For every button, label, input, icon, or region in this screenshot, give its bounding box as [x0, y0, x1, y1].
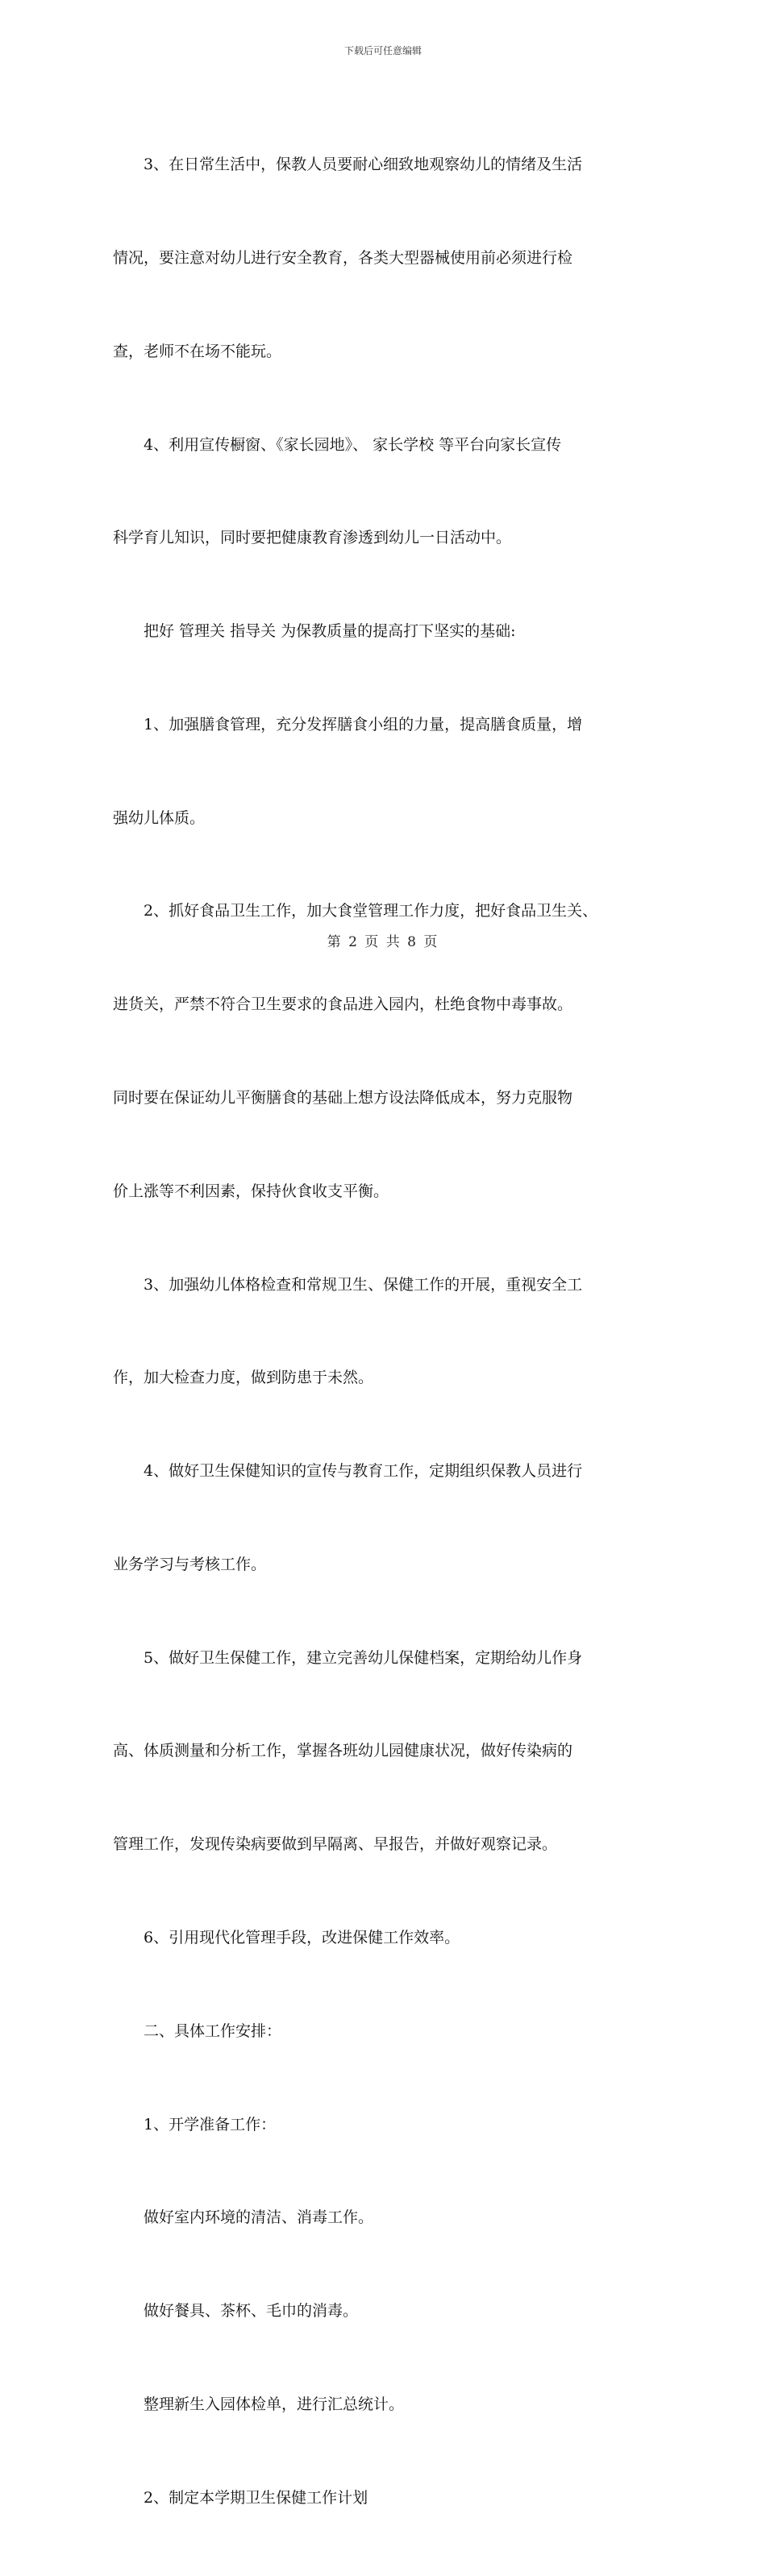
text-line: 同时要在保证幼儿平衡膳食的基础上想方设法降低成本，努力克服物 [113, 1089, 573, 1107]
text-line: 管理工作，发现传染病要做到早隔离、早报告，并做好观察记录。 [113, 1835, 558, 1854]
text-line: 价上涨等不利因素，保持伙食收支平衡。 [113, 1182, 389, 1200]
text-line: 整理新生入园体检单，进行汇总统计。 [113, 2395, 405, 2413]
text-line: 二、具体工作安排： [113, 2021, 282, 2040]
header-note: 下载后可任意编辑 [343, 45, 422, 56]
text-line: 3、加强幼儿体格检查和常规卫生、保健工作的开展，重视安全工 [113, 1275, 583, 1294]
text-line: 2、抓好食品卫生工作，加大食堂管理工作力度，把好食品卫生关、 [113, 902, 598, 920]
text-line: 5、做好卫生保健工作，建立完善幼儿保健档案，定期给幼儿作身 [113, 1648, 583, 1667]
text-line: 查，老师不在场不能玩。 [113, 342, 282, 360]
text-line: 2、制定本学期卫生保健工作计划 [113, 2488, 368, 2507]
body-text [113, 87, 669, 2576]
text-line: 进货关，严禁不符合卫生要求的食品进入园内，杜绝食物中毒事故。 [113, 995, 573, 1014]
text-line: 把好 管理关 指导关 为保教质量的提高打下坚实的基础: [113, 622, 516, 641]
text-line: 科学育儿知识，同时要把健康教育渗透到幼儿一日活动中。 [113, 529, 512, 547]
document-body [113, 87, 669, 2576]
text-line: 做好餐具、茶杯、毛巾的消毒。 [113, 2302, 359, 2320]
text-line: 4、利用宣传橱窗、《家长园地》、 家长学校 等平台向家长宣传 [113, 435, 562, 454]
text-line: 做好室内环境的清洁、消毒工作。 [113, 2208, 374, 2227]
text-line: 业务学习与考核工作。 [113, 1555, 267, 1573]
text-line: 4、做好卫生保健知识的宣传与教育工作，定期组织保教人员进行 [113, 1462, 583, 1481]
text-line: 情况，要注意对幼儿进行安全教育，各类大型器械使用前必须进行检 [113, 248, 573, 267]
text-line: 强幼儿体质。 [113, 808, 206, 827]
page-number: 第 2 页 共 8 页 [327, 934, 439, 950]
text-line: 作，加大检查力度，做到防患于未然。 [113, 1369, 374, 1387]
text-line: 3、在日常生活中，保教人员要耐心细致地观察幼儿的情绪及生活 [113, 156, 583, 174]
text-line: 1、开学准备工作： [113, 2115, 277, 2134]
text-line: 6、引用现代化管理手段，改进保健工作效率。 [113, 1929, 460, 1947]
text-line: 1、加强膳食管理，充分发挥膳食小组的力量，提高膳食质量，增 [113, 715, 583, 733]
text-line: 高、体质测量和分析工作，掌握各班幼儿园健康状况，做好传染病的 [113, 1742, 573, 1760]
